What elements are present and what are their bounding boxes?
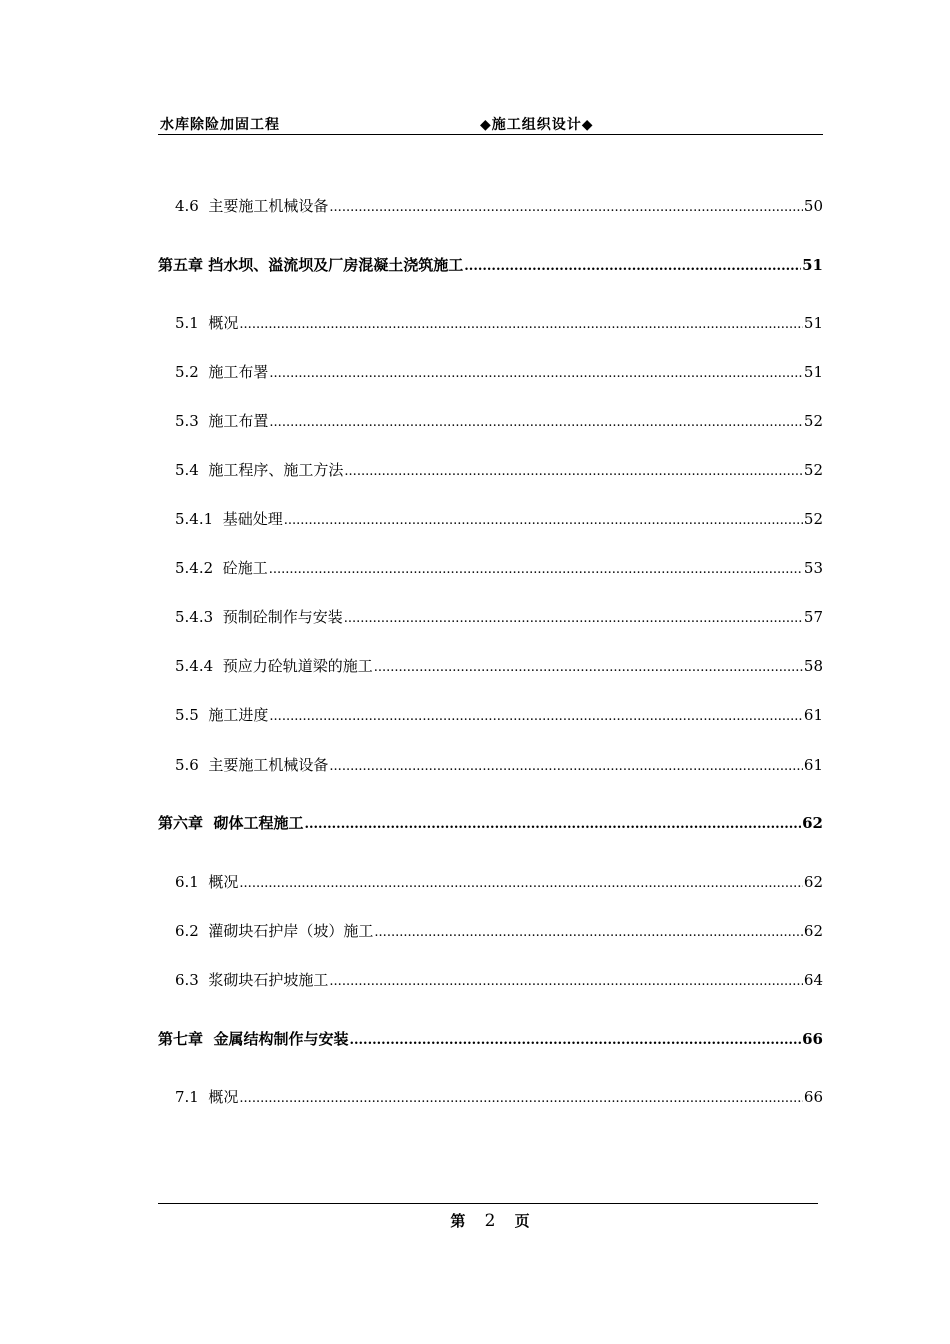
toc-entry[interactable] — [175, 704, 823, 726]
toc-entry[interactable] — [175, 508, 823, 530]
toc-leader-dots — [284, 510, 803, 532]
toc-entry[interactable] — [175, 1086, 823, 1108]
footer-suffix: 页 — [514, 1212, 530, 1230]
toc-entry-page: 51 — [803, 314, 823, 332]
toc-leader-dots — [464, 256, 801, 278]
toc-entry-title: 主要施工机械设备 — [208, 756, 329, 774]
toc-chapter-page: 66 — [802, 1030, 823, 1048]
toc-chapter-title: 金属结构制作与安装 — [213, 1030, 349, 1048]
toc-entry-title: 预制砼制作与安装 — [222, 608, 343, 626]
toc-chapter-entry[interactable] — [158, 812, 823, 834]
toc-entry-number: 5.4.2 — [175, 559, 214, 577]
toc-entry-page: 51 — [803, 363, 823, 381]
toc-entry-page: 61 — [803, 706, 823, 724]
toc-leader-dots — [344, 461, 802, 483]
toc-entry-number: 5.4.3 — [175, 608, 214, 626]
toc-entry-page: 52 — [803, 510, 823, 528]
toc-entry[interactable] — [175, 754, 823, 776]
toc-entry-title: 概况 — [208, 873, 239, 891]
footer-page-number: 2 — [484, 1211, 496, 1231]
toc-entry-number: 5.4 — [175, 461, 199, 479]
toc-entry[interactable] — [175, 312, 823, 334]
toc-entry[interactable] — [175, 195, 823, 217]
header-project-title: 水库除险加固工程 — [160, 117, 280, 133]
footer-prefix: 第 — [450, 1212, 466, 1230]
page-footer — [0, 1210, 950, 1231]
toc-leader-dots — [329, 197, 802, 219]
toc-entry-number: 5.1 — [175, 314, 199, 332]
toc-entry-number: 5.4.4 — [175, 657, 214, 675]
toc-entry-title: 基础处理 — [222, 510, 283, 528]
toc-chapter-title: 砌体工程施工 — [213, 814, 304, 832]
toc-leader-dots — [374, 922, 802, 944]
toc-leader-dots — [239, 314, 802, 336]
toc-entry-page: 62 — [803, 873, 823, 891]
toc-leader-dots — [269, 363, 802, 385]
toc-chapter-page: 62 — [802, 814, 823, 832]
toc-entry[interactable] — [175, 606, 823, 628]
toc-leader-dots — [269, 412, 802, 434]
toc-chapter-number: 第七章 — [158, 1030, 204, 1048]
toc-entry-page: 64 — [803, 971, 823, 989]
toc-entry-number: 7.1 — [175, 1088, 199, 1106]
toc-entry-title: 施工程序、施工方法 — [208, 461, 344, 479]
toc-leader-dots — [344, 608, 803, 630]
toc-chapter-page: 51 — [802, 256, 823, 274]
toc-entry-page: 58 — [803, 657, 823, 675]
toc-entry[interactable] — [175, 871, 823, 893]
toc-leader-dots — [269, 706, 802, 728]
toc-chapter-title: 挡水坝、溢流坝及厂房混凝土浇筑施工 — [208, 256, 464, 274]
toc-entry-number: 5.5 — [175, 706, 199, 724]
toc-entry-number: 5.3 — [175, 412, 199, 430]
toc-entry[interactable] — [175, 655, 823, 677]
page-header — [158, 112, 823, 135]
toc-leader-dots — [239, 873, 802, 895]
toc-entry-number: 5.2 — [175, 363, 199, 381]
toc-entry[interactable] — [175, 920, 823, 942]
toc-entry-title: 施工布署 — [208, 363, 269, 381]
toc-entry-title: 施工布置 — [208, 412, 269, 430]
toc-entry-page: 57 — [803, 608, 823, 626]
toc-entry-number: 5.4.1 — [175, 510, 214, 528]
toc-entry-number: 6.1 — [175, 873, 199, 891]
toc-entry-title: 浆砌块石护坡施工 — [208, 971, 329, 989]
toc-entry-title: 预应力砼轨道梁的施工 — [222, 657, 373, 675]
toc-entry-page: 53 — [803, 559, 823, 577]
toc-leader-dots — [374, 657, 803, 679]
toc-entry-number: 5.6 — [175, 756, 199, 774]
toc-chapter-entry[interactable] — [158, 254, 823, 276]
toc-chapter-number: 第六章 — [158, 814, 204, 832]
toc-leader-dots — [239, 1088, 802, 1110]
toc-leader-dots — [329, 756, 802, 778]
toc-entry-page: 62 — [803, 922, 823, 940]
footer-divider — [158, 1203, 818, 1204]
toc-entry-page: 66 — [803, 1088, 823, 1106]
toc-entry-page: 50 — [803, 197, 823, 215]
toc-entry-page: 52 — [803, 461, 823, 479]
toc-entry-number: 6.2 — [175, 922, 199, 940]
toc-entry[interactable] — [175, 969, 823, 991]
toc-entry-title: 概况 — [208, 1088, 239, 1106]
toc-chapter-entry[interactable] — [158, 1028, 823, 1050]
toc-entry-title: 主要施工机械设备 — [208, 197, 329, 215]
toc-entry[interactable] — [175, 557, 823, 579]
toc-entry-title: 灌砌块石护岸（坡）施工 — [208, 922, 374, 940]
toc-leader-dots — [349, 1030, 801, 1052]
toc-entry[interactable] — [175, 459, 823, 481]
toc-entry[interactable] — [175, 361, 823, 383]
toc-entry-number: 6.3 — [175, 971, 199, 989]
toc-chapter-number: 第五章 — [158, 256, 204, 274]
toc-entry-title: 施工进度 — [208, 706, 269, 724]
toc-entry-page: 52 — [803, 412, 823, 430]
toc-entry-number: 4.6 — [175, 197, 199, 215]
toc-entry-page: 61 — [803, 756, 823, 774]
toc-entry[interactable] — [175, 410, 823, 432]
toc-leader-dots — [329, 971, 802, 993]
toc-entry-title: 概况 — [208, 314, 239, 332]
toc-leader-dots — [269, 559, 803, 581]
header-doc-title: ◆施工组织设计◆ — [480, 117, 594, 133]
toc-leader-dots — [304, 814, 801, 836]
toc-entry-title: 砼施工 — [222, 559, 268, 577]
